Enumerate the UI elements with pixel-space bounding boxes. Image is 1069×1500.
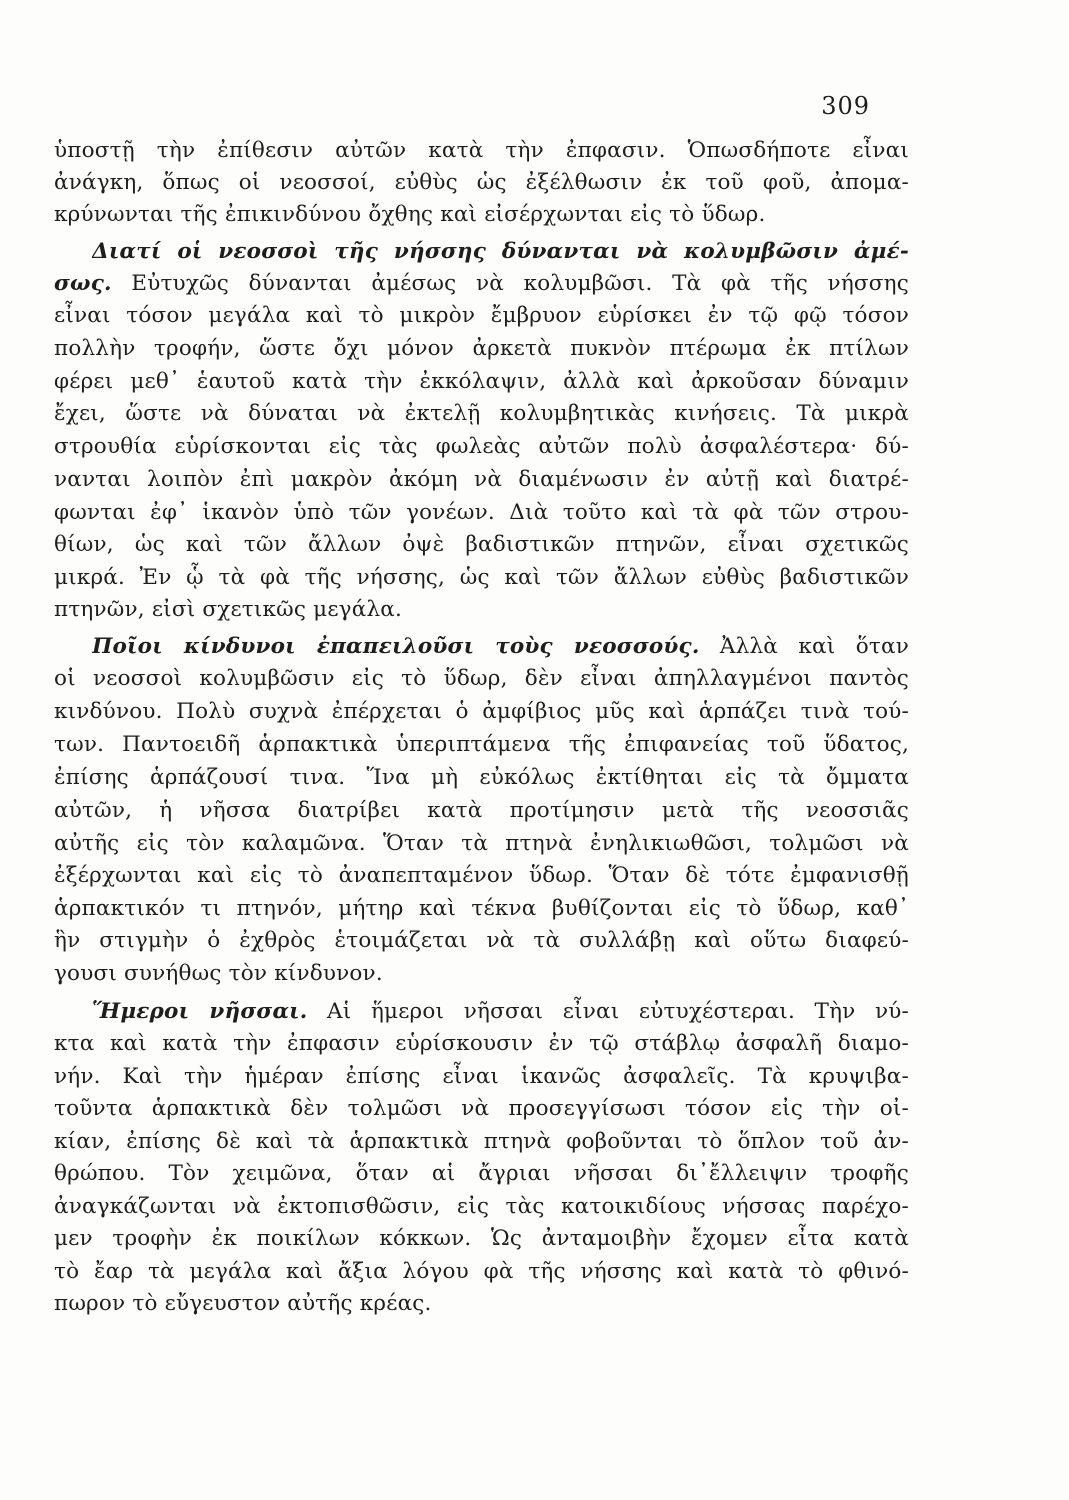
text-line — [54, 893, 909, 925]
section-heading: Διατί οἱ νεοσσοὶ τῆς νήσσης δύνανται νὰ κολυμβῶσιν ἀμέ- — [92, 239, 909, 264]
text-line — [54, 135, 909, 167]
text-line — [54, 1223, 909, 1255]
text-line — [54, 300, 909, 332]
line-text: κινδύνου. Πολὺ συχνὰ ἐπέρχεται ὁ ἀμφίβιος μῦς καὶ ἁρπάζει τινὰ τού- — [54, 699, 909, 724]
line-text: θίων, ὡς καὶ τῶν ἄλλων ὀψὲ βαδιστικῶν πτηνῶν, εἶναι σχετικῶς — [54, 532, 909, 557]
line-text: Αἱ ἥμεροι νῆσσαι εἶναι εὐτυχέστεραι. Τὴν νύ- — [307, 999, 909, 1024]
line-text: κίαν, ἐπίσης δὲ καὶ τὰ ἁρπακτικὰ πτηνὰ φοβοῦνται τὸ ὅπλον τοῦ ἀν- — [54, 1129, 909, 1154]
text-line — [54, 1061, 909, 1093]
line-text: ἐπίσης ἁρπάζουσί τινα. Ἵνα μὴ εὐκόλως ἐκτίθηται εἰς τὰ ὄμματα — [54, 765, 909, 790]
text-line — [54, 594, 909, 626]
text-line — [54, 762, 909, 794]
line-text: μικρά. Ἐν ᾧ τὰ φὰ τῆς νήσσης, ὡς καὶ τῶν ἄλλων εὐθὺς βαδιστικῶν — [54, 565, 909, 590]
text-line — [54, 860, 909, 892]
line-text: οἱ νεοσσοὶ κολυμβῶσιν εἰς τὸ ὕδωρ, δὲν εἶναι ἀπηλλαγμένοι παντὸς — [54, 666, 909, 691]
line-text: εἶναι τόσον μεγάλα καὶ τὸ μικρὸν ἔμβρυον εὑρίσκει ἐν τῷ φῷ τόσον — [54, 303, 909, 328]
line-text: Εὐτυχῶς δύνανται ἀμέσως νὰ κολυμβῶσι. Τὰ φὰ τῆς νήσσης — [111, 271, 909, 296]
text-line — [54, 1288, 909, 1320]
section-heading: Ἥμεροι νῆσσαι. — [92, 999, 308, 1024]
line-text: ἣν στιγμὴν ὁ ἐχθρὸς ἑτοιμάζεται νὰ τὰ συλλάβῃ καὶ οὕτω διαφεύ- — [54, 928, 909, 953]
line-text: θρώπου. Τὸν χειμῶνα, ὅταν αἱ ἄγριαι νῆσσαι δι᾽ἔλλειψιν τροφῆς — [54, 1161, 909, 1186]
line-text: γουσι συνήθως τὸν κίνδυνον. — [54, 961, 383, 986]
line-text: μεν τροφὴν ἐκ ποικίλων κόκκων. Ὡς ἀνταμοιβὴν ἔχομεν εἶτα κατὰ — [54, 1226, 909, 1251]
text-line — [54, 497, 909, 529]
line-text: κρύνωνται τῆς ἐπικινδύνου ὄχθης καὶ εἰσέρχωνται εἰς τὸ ὕδωρ. — [54, 202, 766, 227]
text-line — [54, 268, 909, 300]
line-text: ἔχει, ὥστε νὰ δύναται νὰ ἐκτελῇ κολυμβητικὰς κινήσεις. Τὰ μικρὰ — [54, 401, 909, 426]
line-text: τὸ ἔαρ τὰ μεγάλα καὶ ἄξια λόγου φὰ τῆς νήσσης καὶ κατὰ τὸ φθινό- — [54, 1259, 909, 1284]
text-line — [92, 236, 909, 268]
line-text: αὐτῶν, ἡ νῆσσα διατρίβει κατὰ προτίμησιν μετὰ τῆς νεοσσιᾶς — [54, 798, 909, 823]
line-text: ἀνάγκη, ὅπως οἱ νεοσσοί, εὐθὺς ὡς ἐξέλθωσιν ἐκ τοῦ φοῦ, ἀπομα- — [54, 170, 909, 195]
text-line — [54, 167, 909, 199]
line-text: ἐξέρχωνται καὶ εἰς τὸ ἀναπεπταμένον ὕδωρ. Ὅταν δὲ τότε ἐμφανισθῇ — [54, 863, 909, 888]
text-line — [54, 333, 909, 365]
text-line — [54, 398, 909, 430]
line-text: πολλὴν τροφήν, ὥστε ὄχι μόνον ἀρκετὰ πυκνὸν πτέρωμα ἐκ πτίλων — [54, 336, 909, 361]
text-line — [54, 663, 909, 695]
text-line — [54, 562, 909, 594]
text-line — [92, 631, 909, 663]
line-text: κτα καὶ κατὰ τὴν ἐπφασιν εὑρίσκουσιν ἐν τῷ στάβλῳ ἀσφαλῆ διαμο- — [54, 1031, 909, 1056]
line-text: φωνται ἐφ᾽ ἱκανὸν ὑπὸ τῶν γονέων. Διὰ τοῦτο καὶ τὰ φὰ τῶν στρου- — [54, 500, 909, 525]
text-line — [54, 366, 909, 398]
text-line — [54, 464, 909, 496]
line-text: νήν. Καὶ τὴν ἡμέραν ἐπίσης εἶναι ἱκανῶς ἀσφαλεῖς. Τὰ κρυψιβα- — [54, 1064, 909, 1089]
text-line — [54, 199, 909, 231]
line-text: φέρει μεθ᾽ ἑαυτοῦ κατὰ τὴν ἐκκόλαψιν, ἀλλὰ καὶ ἀρκοῦσαν δύναμιν — [54, 369, 909, 394]
line-text: πτηνῶν, εἰσὶ σχετικῶς μεγάλα. — [54, 597, 403, 622]
line-text: ἁρπακτικόν τι πτηνόν, μήτηρ καὶ τέκνα βυθίζονται εἰς τὸ ὕδωρ, καθ᾽ — [54, 896, 909, 921]
line-text: Ἀλλὰ καὶ ὅταν — [699, 634, 909, 659]
text-line — [54, 1028, 909, 1060]
text-line — [54, 431, 909, 463]
text-line — [54, 529, 909, 561]
line-text: ἀναγκάζωνται νὰ ἐκτοπισθῶσιν, εἰς τὰς κατοικιδίους νήσσας παρέχο- — [54, 1194, 909, 1219]
text-line — [92, 996, 909, 1028]
text-line — [54, 958, 909, 990]
text-line — [54, 1093, 909, 1125]
text-line — [54, 1126, 909, 1158]
line-text: τοῦντα ἁρπακτικὰ δὲν τολμῶσι νὰ προσεγγίσωσι τόσον εἰς τὴν οἰ- — [54, 1096, 909, 1121]
text-line — [54, 1256, 909, 1288]
text-line — [54, 828, 909, 860]
line-text: ὑποστῇ τὴν ἐπίθεσιν αὐτῶν κατὰ τὴν ἐπφασιν. Ὁπωσδήποτε εἶναι — [54, 138, 909, 163]
text-line — [54, 696, 909, 728]
text-line — [54, 925, 909, 957]
line-text: αὐτῆς εἰς τὸν καλαμῶνα. Ὅταν τὰ πτηνὰ ἐνηλικιωθῶσι, τολμῶσι νὰ — [54, 831, 909, 856]
line-text: πωρον τὸ εὔγευστον αὐτῆς κρέας. — [54, 1291, 432, 1316]
text-line — [54, 1158, 909, 1190]
text-line — [54, 729, 909, 761]
text-line — [54, 795, 909, 827]
page-number: 309 — [821, 92, 870, 120]
section-heading: Ποῖοι κίνδυνοι ἐπαπειλοῦσι τοὺς νεοσσούς. — [92, 634, 700, 659]
line-text: νανται λοιπὸν ἐπὶ μακρὸν ἀκόμη νὰ διαμένωσιν ἐν αὐτῇ καὶ διατρέ- — [54, 467, 909, 492]
line-text: των. Παντοειδῆ ἁρπακτικὰ ὑπεριπτάμενα τῆς ἐπιφανείας τοῦ ὕδατος, — [54, 732, 909, 757]
text-line — [54, 1191, 909, 1223]
line-text: στρουθία εὑρίσκονται εἰς τὰς φωλεὰς αὐτῶν πολὺ ἀσφαλέστερα· δύ- — [54, 434, 909, 459]
section-heading: σως. — [54, 271, 112, 296]
